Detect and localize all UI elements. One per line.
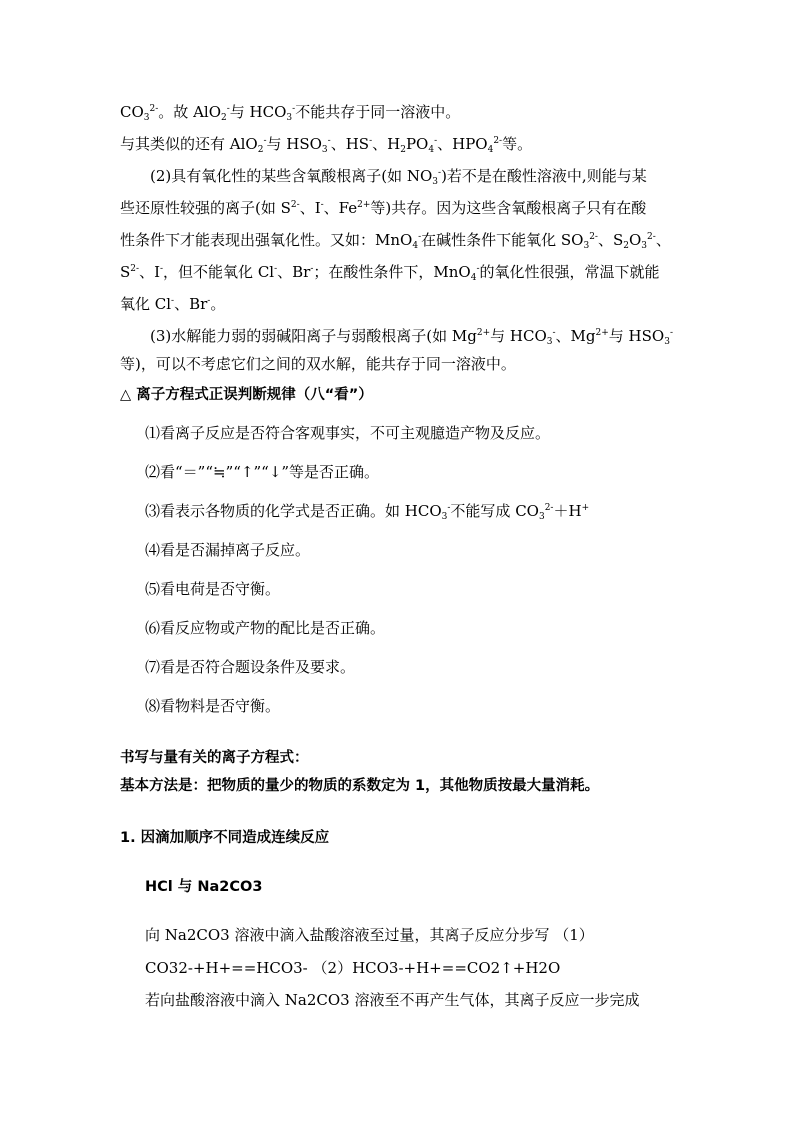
text-line-5: 性条件下才能表现出强氧化性。又如：MnO$_4$-在碱性条件下能氧化 $SO_3^{2-}$、$S_2O_3^{2-}$、 <box>120 231 671 251</box>
text-line-3: (2)具有氧化性的某些含氧酸根离子(如 $NO_3^-$)若不是在酸性溶液中,则能与某 <box>150 167 647 187</box>
text-line-8: (3)水解能力弱的弱碱阳离子与弱酸根离子(如 $Mg^{2+}$与 $HCO_3^-$、$Mg^{2+}$与 $HSO_3^-$ <box>150 327 673 347</box>
example-heading: HCl 与 Na2CO3 <box>145 879 263 895</box>
text-line-6: $S^{2-}$、I-，但不能氧化 Cl-、Br-；在酸性条件下，MnO$_4$-的氧化性很强，常温下就能 <box>120 263 660 283</box>
section-method: 基本方法是：把物质的量少的物质的系数定为 1，其他物质按最大量消耗。 <box>120 778 600 794</box>
subsection-heading-1: 1. 因滴加顺序不同造成连续反应 <box>120 830 330 846</box>
text-line-2: 与其类似的还有 AlO$_2$-与 $HSO_3^-$、HS-、$H_2PO_4^-$、$HPO_4^{2-}$等。 <box>120 135 533 155</box>
rule-item-4: ⑷看是否漏掉离子反应。 <box>145 541 311 559</box>
rule-item-2: ⑵看“＝”“≒”“↑”“↓”等是否正确。 <box>145 463 380 481</box>
rule-item-3: ⑶看表示各物质的化学式是否正确。如 $HCO_3^-$不能写成 $CO_3^{2-}+H^+$ <box>145 502 590 522</box>
rule-item-5: ⑸看电荷是否守衡。 <box>145 580 281 598</box>
rule-item-7: ⑺看是否符合题设条件及要求。 <box>145 658 356 676</box>
rule-item-1: ⑴看离子反应是否符合客观事实，不可主观臆造产物及反应。 <box>145 424 551 442</box>
example-text-3: 若向盐酸溶液中滴入 Na2CO3 溶液至不再产生气体，其离子反应一步完成 <box>145 991 640 1009</box>
example-text-2: CO32-+H+==HCO3- （2）HCO3-+H+==CO2↑+H2O <box>145 959 561 977</box>
rule-item-8: ⑻看物料是否守衡。 <box>145 697 281 715</box>
section-heading-quantity: 书写与量有关的离子方程式： <box>120 750 309 766</box>
section-heading-rules: △ 离子方程式正误判断规律（八“看”） <box>120 387 373 403</box>
text-line-9: 等)，可以不考虑它们之间的双水解，能共存于同一溶液中。 <box>120 355 516 373</box>
text-line-7: 氧化 Cl-、Br-。 <box>120 295 226 313</box>
example-text-1: 向 Na2CO3 溶液中滴入盐酸溶液至过量，其离子反应分步写 （1） <box>145 926 594 944</box>
rule-item-6: ⑹看反应物或产物的配比是否正确。 <box>145 619 386 637</box>
text-line-1: $CO_3^{2-}$。故 AlO$_2$-与 $HCO_3^-$不能共存于同一溶液中。 <box>120 103 461 123</box>
text-line-4: 些还原性较强的离子(如 $S^{2-}$、I-、$Fe^{2+}$等)共存。因为这些含氧酸根离子只有在酸 <box>120 199 647 217</box>
